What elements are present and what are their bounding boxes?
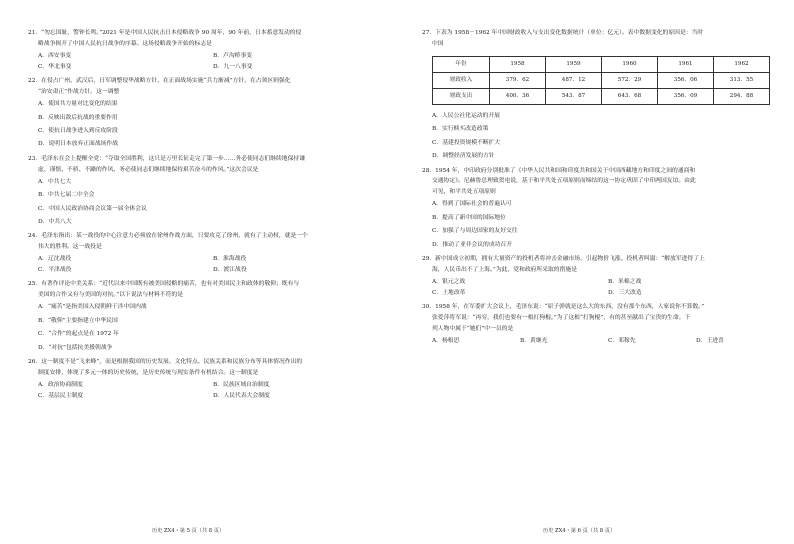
- question-stem: 虚、谨慎、不骄、不躁的作风，务必使同志们继续地保持艰苦奋斗的作风。”这次会议是: [38, 166, 259, 173]
- option-b: B．“敬仰”主要指建立中华民国: [38, 317, 118, 324]
- option-d: D．中共八大: [38, 219, 72, 226]
- options: [422, 338, 774, 345]
- table-header-cell: 1959: [546, 57, 602, 73]
- finance-table: [432, 56, 770, 105]
- question-24: [28, 233, 378, 274]
- question-stem: 可见，和平共处五项原则: [432, 189, 496, 196]
- question-stem: 29．新中国成立初期，拥有大量资产的投机者将冲击金融市场，引起物价飞涨。投机者叫嚣：“解放军进得了上: [422, 255, 705, 262]
- question-26: [28, 359, 378, 400]
- option-b: B．反映出敌后抗战的重要作用: [38, 114, 118, 121]
- option-a: A．得到了国际社会的普遍认可: [432, 201, 512, 208]
- table-cell: 543．87: [546, 89, 602, 105]
- question-stem: 28．1954 年，中印政府分别批准了《中华人民共和国和印度共和国关于中国西藏地方和印度之间的通商和: [422, 167, 696, 174]
- option-a: A．杨根思: [432, 337, 460, 344]
- table-cell: 379．62: [490, 73, 546, 89]
- table-header-cell: 1960: [602, 57, 658, 73]
- question-21: [28, 30, 378, 71]
- options: [422, 279, 774, 297]
- question-stem: 交通协定》。尼赫鲁总理致贺电说，基于和平共处五项原则而缔结的这一协定巩固了中印两国友谊。由此: [432, 178, 696, 185]
- option-b: B．中共七届二中全会: [38, 192, 95, 199]
- option-d: D．王进喜: [696, 337, 724, 344]
- table-header-cell: 1962: [714, 57, 770, 73]
- option-d: D．说明日本放弃正面战场作战: [38, 141, 119, 148]
- option-c: C．基层民主制度: [38, 392, 84, 399]
- option-d: D．九一八事变: [213, 63, 253, 70]
- options: [28, 304, 378, 352]
- table-cell: 400．36: [490, 89, 546, 105]
- question-stem: 张爱萍将军说：“再穷，我们也要有一根打狗棍。”为了这根“打狗棍”，有的甚至献出了宝贵的生命。下: [432, 314, 691, 321]
- table-cell: 356．06: [658, 73, 714, 89]
- question-stem: 海，人民币出不了上海。”为此，党和政府所采取的措施是: [432, 266, 577, 273]
- table-header-cell: 1961: [658, 57, 714, 73]
- table-row: [433, 73, 770, 89]
- table-cell: 572．29: [602, 73, 658, 89]
- option-c: C．基建投资规模不断扩大: [432, 139, 501, 146]
- table-header-cell: 年份: [433, 57, 490, 73]
- question-stem: 24．毛泽东指出：某一战役的中心注意力必须放在徐州作战方面，只要攻克了徐州，就有了主动权，就是一个: [28, 233, 308, 240]
- table-cell: 294．88: [714, 89, 770, 105]
- option-c: C．华北事变: [38, 63, 72, 70]
- options: [28, 53, 378, 71]
- question-23: [28, 156, 378, 227]
- options: [422, 113, 774, 161]
- options: [422, 201, 774, 249]
- options: [28, 179, 378, 227]
- options: [28, 382, 378, 400]
- question-27: [422, 30, 774, 161]
- question-stem: 25．有著作评论中美关系：“近代以来中国既有被美国侵略的痛苦，也有对美国民主和政体的敬仰；既有与: [28, 281, 300, 288]
- question-stem: 略战争揭开了中国人民抗日战争的序幕。这场侵略战争开始的标志是: [38, 40, 212, 47]
- table-row: [433, 89, 770, 105]
- option-b: B．实行赎买改造政策: [432, 126, 489, 133]
- option-c: C．中国人民政治协商会议第一届全体会议: [38, 205, 147, 212]
- option-b: B．卢沟桥事变: [213, 53, 253, 60]
- option-c: C．土地改革: [432, 289, 466, 296]
- question-stem: “治安肃正”作战方针。这一调整: [38, 88, 120, 95]
- option-c: C．“合作”的起点是在 1972 年: [38, 331, 119, 338]
- option-a: A．“痛苦”是指美国入侵朝鲜干涉中国内战: [38, 304, 147, 311]
- table-cell: 财政支出: [433, 89, 490, 105]
- question-28: [422, 168, 774, 249]
- option-c: C．邓稼先: [608, 337, 636, 344]
- option-a: A．辽沈战役: [38, 256, 72, 263]
- page-footer-right: 历史 ZX4・第 6 页（共 8 页）: [543, 528, 616, 534]
- question-stem: 制度安排，体现了多元一体的历史传统，是历史传统与现实条件有机结合。这一制度是: [38, 369, 259, 376]
- option-c: C．加强了与周边国家的友好交往: [432, 228, 518, 235]
- option-d: D．“对抗”包括抗美援朝战争: [38, 344, 113, 351]
- option-a: A．西安事变: [38, 53, 72, 60]
- question-30: [422, 304, 774, 345]
- table-header-row: [433, 57, 770, 73]
- option-b: B．民族区域自治制度: [213, 382, 270, 388]
- question-stem: 23．毛泽东在会上提醒全党：“夺取全国胜利，这只是万里长征走完了第一步……务必使同志们继续地保持谦: [28, 155, 305, 162]
- option-b: B．黄继光: [520, 337, 548, 344]
- option-a: A．银元之战: [432, 279, 466, 286]
- right-column: [422, 30, 774, 352]
- question-stem: 26．这一制度不是“飞来峰”，而是根据我国的历史发展、文化特点、民族关系和民族分布等具体情况作出的: [28, 358, 303, 365]
- option-a: A．使国共力量对比变化的结果: [38, 101, 118, 108]
- option-b: B．米棉之战: [608, 279, 642, 286]
- option-c: C．使抗日战争进入到反攻阶段: [38, 128, 118, 135]
- option-a: A．政治协商制度: [38, 382, 83, 388]
- option-a: A．人民公社化运动的开展: [432, 113, 500, 120]
- option-c: C．平津战役: [38, 267, 72, 274]
- question-stem: 21．“勿忘国耻，警钟长鸣。”2021 年是中国人民抗击日本侵略战争 90 周年，90 年前，日本蓄意发动的侵: [28, 30, 302, 36]
- question-25: [28, 281, 378, 352]
- question-29: [422, 256, 774, 297]
- question-stem: 中国: [432, 40, 444, 47]
- question-stem: 美国的合作又有与美国的对抗。”以下说法与材料不符的是: [38, 292, 183, 299]
- question-stem: 列人物中属于“她们”中一员的是: [432, 325, 514, 332]
- table-header-cell: 1958: [490, 57, 546, 73]
- table-cell: 356．09: [658, 89, 714, 105]
- option-d: D．调整经济发展的方针: [432, 153, 495, 160]
- option-d: D．人民代表大会制度: [213, 392, 270, 399]
- option-d: D．三大改造: [608, 289, 642, 296]
- option-d: D．渡江战役: [213, 267, 247, 274]
- left-column: [28, 30, 378, 407]
- options: [28, 101, 378, 149]
- question-22: [28, 78, 378, 149]
- option-b: B．淮海战役: [213, 256, 247, 263]
- question-stem: 27．下表为 1958－1962 年中国财政收入与支出变化数据统计（单位：亿元）。表中数据变化的原因是：当时: [422, 30, 704, 36]
- table-cell: 313．55: [714, 73, 770, 89]
- question-stem: 伟大的胜利。这一战役是: [38, 244, 102, 251]
- table-cell: 643．68: [602, 89, 658, 105]
- table-cell: 487．12: [546, 73, 602, 89]
- question-stem: 30．1958 年，在军委扩大会议上，毛泽东说：“原子弹就是这么大的东西，没有那个东西，人家说你不算数。”: [422, 304, 705, 311]
- option-a: A．中共七大: [38, 178, 72, 185]
- options: [28, 256, 378, 274]
- question-stem: 22．在侵占广州、武汉后，日军调整侵华战略方针，在正面战场实施“兵力渐减”方针，在占领区则强化: [28, 78, 291, 85]
- option-b: B．提高了新中国的国际地位: [432, 214, 506, 221]
- page-footer-left: 历史 ZX4・第 5 页（共 8 页）: [152, 528, 225, 534]
- option-d: D．推动了亚非会议的成功召开: [432, 241, 513, 248]
- table-cell: 财政收入: [433, 73, 490, 89]
